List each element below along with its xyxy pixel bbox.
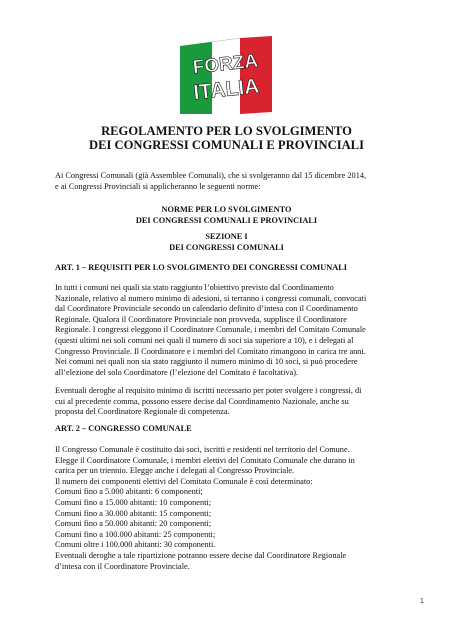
forza-italia-logo — [178, 36, 274, 116]
list-item: Comuni fino a 100.000 abitanti: 25 componenti; — [55, 529, 216, 539]
sezione-line-2: DEI CONGRESSI COMUNALI — [169, 242, 284, 252]
text-line: In tutti i comuni nei quali sia stato raggiunto l’obiettivo previsto dal Coordinamento — [55, 283, 334, 292]
text-line: proposta del Coordinatore Regionale di competenza. — [55, 407, 230, 417]
art1-paragraph-1 — [55, 283, 398, 378]
art2-heading: ART. 2 – CONGRESSO COMUNALE — [55, 424, 192, 433]
art2-body — [55, 445, 398, 572]
text-line: Eventuali deroghe a tale ripartizione potranno essere decise dal Coordinatore Regionale — [55, 550, 347, 560]
text-line: Elegge il Coordinatore Comunale, i membri elettivi del Comitato Comunale che durano in — [55, 455, 355, 465]
document-title — [40, 124, 413, 152]
list-item: Comuni oltre i 100.000 abitanti: 30 componenti. — [55, 540, 216, 550]
norme-line-2: DEI CONGRESSI COMUNALI E PROVINCIALI — [135, 215, 318, 225]
text-line: (questi ultimi nei soli comuni nei quali il numero di soci sia superiore a 10), e i delegati al — [55, 335, 354, 345]
text-line: d’intesa con il Coordinatore Provinciale. — [55, 561, 190, 571]
norme-line-1: NORME PER LO SVOLGIMENTO — [161, 205, 292, 214]
text-line: Nazionale, relativo al numero minimo di adesioni, si terranno i congressi comunali, convocati — [55, 293, 367, 303]
text-line: Regionale. Qualora il Coordinatore Provinciale non provveda, supplisce il Coordinatore — [55, 314, 347, 324]
title-line-2: DEI CONGRESSI COMUNALI E PROVINCIALI — [88, 138, 364, 152]
list-item: Comuni fino a 15.000 abitanti: 10 componenti; — [55, 497, 212, 507]
sezione-heading — [55, 232, 398, 253]
intro-line: e ai Congressi Provinciali si applicheranno le seguenti norme: — [55, 181, 261, 191]
list-item: Comuni fino a 50.000 abitanti: 20 componenti; — [55, 519, 212, 529]
title-line-1: REGOLAMENTO PER LO SVOLGIMENTO — [101, 124, 352, 138]
logo-word-forza: FORZA — [191, 50, 260, 79]
text-line: all’elezione del solo Coordinatore (l’elezione del Comitato è facoltativa). — [55, 367, 299, 377]
intro-line: Ai Congressi Comunali (già Assemblee Comunali), che si svolgeranno dal 15 dicembre 2014, — [55, 171, 367, 180]
text-line: dal Coordinatore Provinciale secondo un calendario definito d’intesa con il Coordinamento — [55, 304, 358, 314]
text-line: Congresso Provinciale. Il Coordinatore e i membri del Comitato rimangono in carica tre anni. — [55, 346, 366, 356]
list-item: Comuni fino a 30.000 abitanti: 15 componenti; — [55, 508, 212, 518]
art1-paragraph-2 — [55, 386, 398, 418]
text-line: carica per un triennio. Elegge anche i delegati al Congresso Provinciale. — [55, 466, 295, 476]
list-item: Comuni fino a 5.000 abitanti: 6 componenti; — [55, 487, 203, 497]
art1-heading: ART. 1 – REQUISITI PER LO SVOLGIMENTO DEI CONGRESSI COMUNALI — [55, 263, 347, 272]
text-line: Regionale. I congressi eleggono il Coordinatore Comunale, i membri del Comitato Comunale — [55, 325, 366, 335]
page-number: 1 — [420, 598, 424, 605]
norme-heading — [55, 205, 398, 226]
text-line: Eventuali deroghe al requisito minimo di iscritti necessario per poter svolgere i congressi, di — [55, 386, 362, 395]
logo-word-italia: ITALIA — [192, 74, 261, 105]
text-line: cui al precedente comma, possono essere decise dal Coordinamento Nazionale, anche su — [55, 396, 349, 406]
text-line: Il numero dei componenti elettivi del Comitato Comunale è così determinato: — [55, 476, 313, 486]
sezione-line-1: SEZIONE I — [205, 232, 248, 241]
text-line: Il Congresso Comunale è costituito dai soci, iscritti e residenti nel territorio del Comune. — [55, 445, 350, 454]
text-line: Nei comuni nei quali non sia stato raggiunto il numero minimo di 10 soci, si può procedere — [55, 357, 358, 367]
intro-paragraph — [55, 171, 398, 192]
